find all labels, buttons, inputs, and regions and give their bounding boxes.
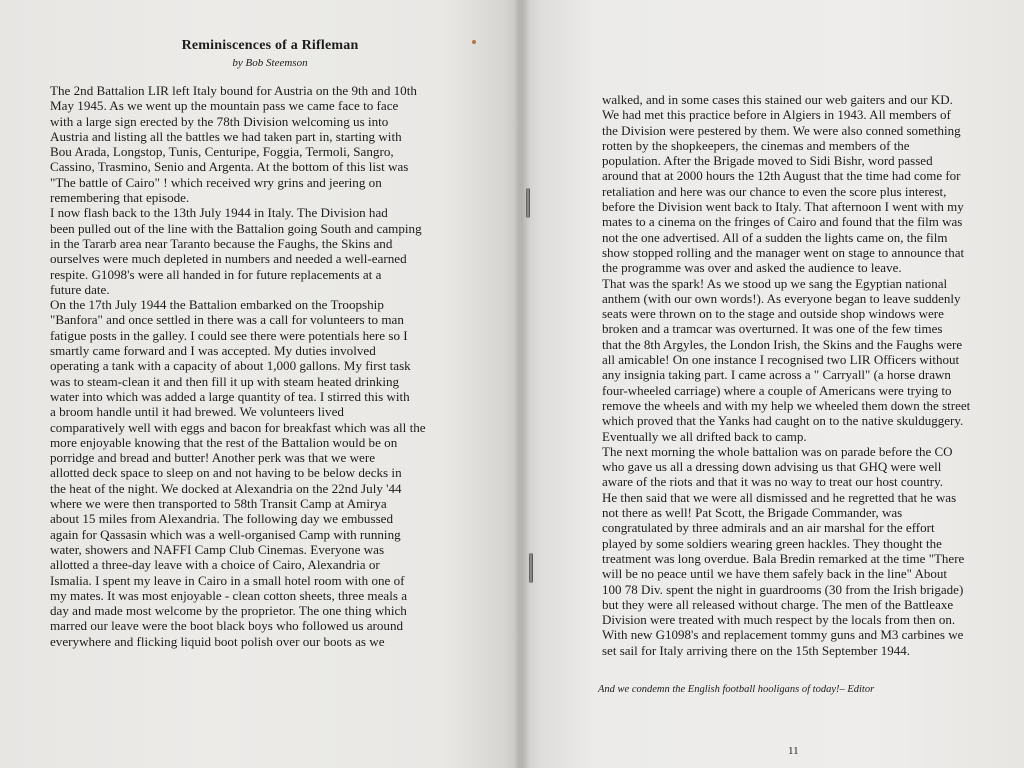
editor-note: And we condemn the English football hooligans of today!– Editor [598, 683, 875, 695]
right-body-text [602, 92, 988, 658]
book-gutter [514, 0, 530, 768]
paragraph: walked, and in some cases this stained our web gaiters and our KD. We had met this practice before in Algiers in 1943. All members of the Division were pestered by them. We were also conned something rotten by the shopkeepers, the cinemas and members of the population. After the Brigade moved to Sidi Bishr, word passed around that at 2000 hours the 12th August that the time had come for retaliation and here was our chance to even the score plus interest, before the Division went back to Italy. That afternoon I went with my mates to a cinema on the fringes of Cairo and found that the film was not the one advertised. All of a sudden the lights came on, the film show stopped rolling and the manager went on stage to announce that the programme was over and asked the audience to leave. [602, 92, 965, 276]
left-body-text [50, 83, 490, 649]
paragraph: The 2nd Battalion LIR left Italy bound for Austria on the 9th and 10th May 1945. As we went up the mountain pass we came face to face with a large sign erected by the 78th Division welcoming us into Austria and listing all the battles we had taken part in, starting with Bou Arada, Longstop, Tunis, Centuripe, Foggia, Termoli, Sangro, Cassino, Trasmino, Senio and Argenta. At the bottom of this list was "The battle of Cairo" ! which received wry grins and jeering on remembering that episode. [50, 83, 417, 206]
paragraph: That was the spark! As we stood up we sang the Egyptian national anthem (with our own words!). As everyone began to leave suddenly seats were thrown on to the stage and outside shop windows were broken and a tramcar was overturned. It was one of the few times that the 8th Argyles, the London Irish, the Skins and the Faughs were all amicable! On one instance I recognised two LIR Officers without any insignia taking part. I came across a " Carryall" (a horse drawn four-wheeled carriage) where a couple of Americans were trying to remove the wheels and with my help we wheeled them down the street which proved that the Yanks had caught on to the native skulduggery. Eventually we all drifted back to camp. [602, 275, 971, 444]
author-byline: by Bob Steemson [232, 57, 308, 69]
right-page [520, 0, 1024, 768]
ink-dot [472, 40, 476, 44]
paragraph: I now flash back to the 13th July 1944 in Italy. The Division had been pulled out of the line with the Battalion going South and camping in the Tararb area near Taranto because the Faughs, the Skins and ourselves were much depleted in numbers and needed a well-earned respite. G1098's were all handed in for future replacements at a future date. [50, 205, 422, 297]
article-title: Reminiscences of a Rifleman [181, 38, 359, 53]
staple-icon [529, 553, 533, 583]
paragraph: On the 17th July 1944 the Battalion embarked on the Troopship "Banfora" and once settled in there was a call for volunteers to man fatigue posts in the galley. I could see there were potentials here so I smartly came forward and I was accepted. My duties involved operating a tank with a capacity of about 1,000 gallons. My first task was to steam-clean it and then fill it up with steam heated drinking water into which was added a large quantity of tea. I stirred this with a broom handle until it had brewed. We volunteers lived comparatively well with eggs and bacon for breakfast which was all the more enjoyable knowing that the rest of the Battalion would be on porridge and bread and butter! Another perk was that we were allotted deck space to sleep on and not having to be below decks in the heat of the night. We docked at Alexandria on the 22nd July '44 where we were then transported to 58th Transit Camp at Amirya about 15 miles from Alexandria. The following day we embussed again for Qassasin which was a well-organised Camp with running water, showers and NAFFI Camp Club Cinemas. Everyone was allotted a three-day leave with a choice of Cairo, Alexandria or Ismalia. I spent my leave in Cairo in a small hotel room with one of my mates. It was most enjoyable - clean cotton sheets, three meals a day and made most welcome by the proprietor. The one thing which marred our leave were the boot black boys who followed us around everywhere and flicking liquid boot polish over our boots as we [50, 297, 426, 649]
staple-icon [526, 188, 530, 218]
paragraph: The next morning the whole battalion was on parade before the CO who gave us all a dressing down advising us that GHQ were well aware of the riots and that it was no way to treat our host country. He then said that we were all dismissed and he regretted that he was not there as well! Pat Scott, the Brigade Commander, was congratulated by three admirals and an air marshal for the effort played by some soldiers wearing green hackles. They thought the treatment was long overdue. Bala Bredin remarked at the time "There will be no peace until we have them safely back in the line" About 100 78 Div. spent the night in guardrooms (30 from the Irish brigade) but they were all released without charge. The men of the Battleaxe Division were treated with much respect by the locals from then on. With new G1098's and replacement tommy guns and M3 carbines we set sail for Italy arriving there on the 15th September 1944. [602, 443, 965, 658]
page-number: 11 [788, 745, 799, 757]
